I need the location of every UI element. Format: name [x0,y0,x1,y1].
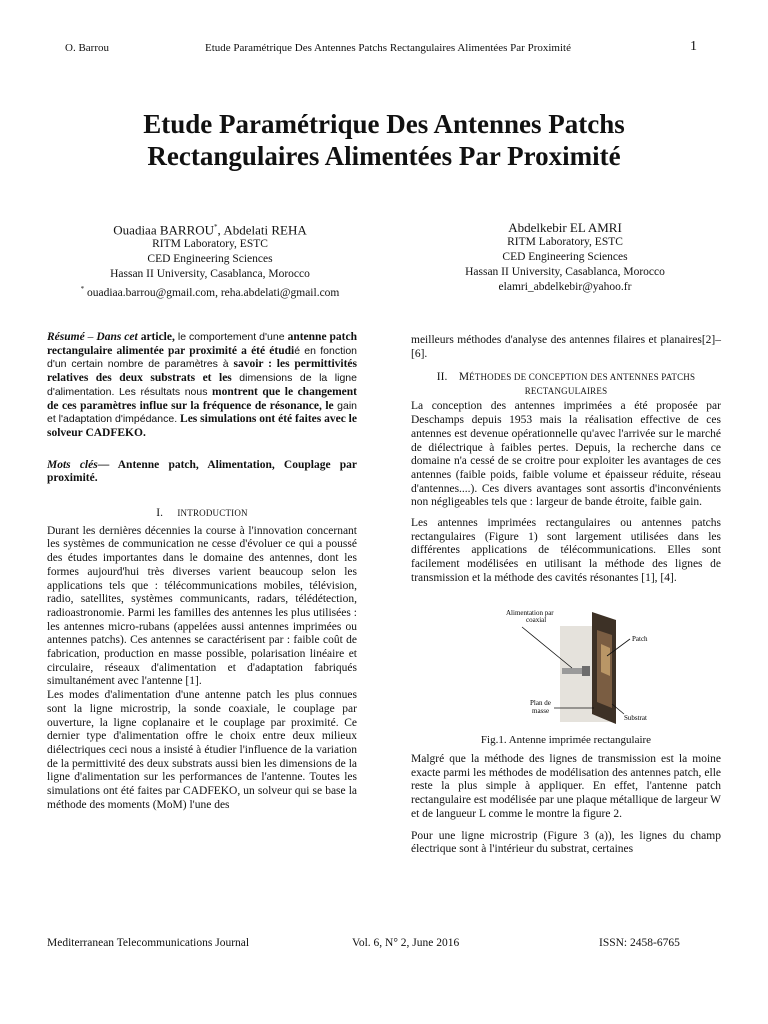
author-names-left [46,220,374,237]
keywords-text: Antenne patch, Alimentation, Couplage par proximité. [47,458,357,485]
section-2-title: ÉTHODES DE CONCEPTION DES ANTENNES PATCHS [469,372,696,383]
author-block-left [46,220,374,301]
author-name-elamri: Abdelkebir EL AMRI [508,220,622,235]
right-column-lower [411,753,721,857]
figure-1-caption: Fig.1. Antenne imprimée rectangulaire [480,734,652,746]
abstract-s9: Les simulations ont été faites avec le solveur CADFEKO. [47,413,357,439]
section-1-para-2: Les modes d'alimentation d'une antenne patch les plus connues sont la ligne microstrip, la sonde coaxiale, le couplage par ouverture, la ligne coplanaire et le couplage par proximité. Ce dernier type d'alimentation offre le choix entre deux milieux diélectriques ceci nous a insisté à étudier l'influence de la variation de la permittivité des deux substrats aussi bien les dimensions de la ligne d'alimentation sur les performances de l'antenne. Toutes les simulations ont été faites par CADFEKO, un solveur qui se base la méthode des moments (MoM) l'une des [47,689,357,811]
section-2-initial: M [458,371,470,384]
title-line-1: Etude Paramétrique Des Antennes Patchs [143,109,625,139]
affil-univ-right: Hassan II University, Casablanca, Morocco [465,266,665,278]
section-2-num: II. [436,371,448,384]
footer-issn: ISSN: 2458-6765 [599,937,680,949]
section-1-num: I. [156,507,163,520]
left-column [47,331,357,813]
section-2-para-2: Les antennes imprimées rectangulaires ou antennes patchs rectangulaires (Figure 1) sont largement utilisées dans les différentes applications de télécommunications. Elles sont facilement modélisées en utilisant la méthode des lignes de transmission et la méthode des cavités résonantes [1], [4]. [411,517,721,584]
section-2-heading [411,370,721,398]
coax-flange [582,666,590,676]
abstract-label: Résumé [47,331,85,343]
section-1-heading [47,507,357,521]
header-running-title: Etude Paramétrique Des Antennes Patchs Rectangulaires Alimentées Par Proximité [205,42,571,54]
affil-team-right: CED Engineering Sciences [502,251,628,263]
email-left [46,282,374,301]
section-1-title: INTRODUCTION [177,508,248,519]
right-col-continuation: meilleurs méthodes d'analyse des antennes filaires et planaires[2]–[6]. [411,334,721,360]
author-name-barrou: Ouadiaa BARROU [113,222,215,238]
author-mark: * [214,223,218,231]
label-ground-1: Plan de [530,699,551,707]
email-left-text[interactable]: ouadiaa.barrou@gmail.com, reha.abdelati@gmail.com [84,287,340,300]
abstract-dash: – [84,331,97,343]
affil-team-left: CED Engineering Sciences [147,253,273,266]
label-patch: Patch [632,635,648,643]
section-1-para-1: Durant les dernières décennies la course à l'innovation concernant les systèmes de communication ne cesse d'évoluer ce qui a poussé des études importantes dans le domaine des antennes, dont les formes aujourd'hui très diverses varient beaucoup selon les applications tels que : télécommunications mobiles, télévision, radio, satellites, systèmes communicants, radars, télédétection, radioastronomie. Parmi les familles des antennes les plus utilisées : les antennes micro-rubans (appelées aussi antennes imprimées ou antennes patchs). Ces antennes se caractérisent par : faible coût de fabrication, production en masse possible, polarisation linéaire et circulaire, réseaux d'alimentation et d'adaptation fabriqués simultanément avec l'antenne [1]. [47,524,357,688]
footer-volume: Vol. 6, N° 2, June 2016 [352,937,460,949]
patch [601,644,610,676]
abstract-s3: antenne patch rectangulaire alimentée par proximité a été étudi [47,331,358,357]
figure-1 [502,608,677,728]
right-column [411,334,721,586]
keywords-label: Mots clés [47,458,98,471]
affil-lab-right: RITM Laboratory, ESTC [507,236,623,248]
email-mark: * [80,285,85,294]
footer-journal: Mediterranean Telecommunications Journal [47,937,250,949]
abstract-s8: gain et l'adaptation d'impédance. [47,399,357,426]
author-block-right [410,220,720,295]
email-right[interactable]: elamri_abdelkebir@yahoo.fr [498,281,632,293]
section-2-para-1: La conception des antennes imprimées a été proposée par Deschamps depuis 1953 mais la réalisation effective de ces antennes est devenue opérationnelle qu'avec l'arrivée sur le marché de diélectrique à faibles pertes. Depuis, la recherche dans ce domaine n'a cessé de se croitre pour exploiter les avantages de ces antennes (faible poids, faible volume et épaisseur réduite, réseau d'antennes....). Ces divers avantages sont assortis d'inconvénients non négligeables tels que : largeur de bande étroite, faible gain. [411,400,721,509]
author-name-reha: , Abdelati REHA [217,222,307,238]
abstract-s5: savoir : les permittivités relatives des deux substrats et les [47,358,357,385]
abstract-s7: montrent que le changement de ces paramètres influe sur la fréquence de résonance, le [47,385,357,412]
header-author: O. Barrou [65,42,109,54]
section-2-para-3: Malgré que la méthode des lignes de transmission est la moine exacte parmi les méthodes de modélisation des antennes patch, elle reste la plus simple à appliquer. En effet, l'antenne patch rectangulaire est modélisée par une plaque métallique de largeur W et de langueur L comme le montre la figure 2. [411,753,721,820]
affil-lab-left: RITM Laboratory, ESTC [152,238,268,251]
keywords [47,459,357,486]
label-ground-2: masse [532,707,550,715]
paper-title [70,108,698,172]
abstract-s4: é en fonction d'un certain nombre de paramètres à [47,344,357,371]
abstract-s2: le comportement d'une [174,331,288,343]
section-2-title-line-2: RECTANGULAIRES [524,386,608,397]
affil-univ-left: Hassan II University, Casablanca, Morocco [110,268,310,281]
abstract [47,331,357,441]
abstract-lead: Dans cet [96,331,138,343]
title-line-2: Rectangulaires Alimentées Par Proximité [147,141,621,171]
page-number: 1 [690,39,697,54]
figure-1-image [502,608,677,728]
section-2-para-4: Pour une ligne microstrip (Figure 3 (a)), les lignes du champ électrique sont à l'intérieur du substrat, certaines [411,829,721,856]
label-feed-1: Alimentation par [506,609,554,617]
abstract-s1: article, [137,331,175,343]
label-substrate: Substrat [624,714,647,722]
label-feed-2: coaxial [526,616,547,624]
keywords-dash: — [97,458,118,471]
abstract-s6: dimensions de la ligne d'alimentation. Les résultats nous [47,372,357,398]
